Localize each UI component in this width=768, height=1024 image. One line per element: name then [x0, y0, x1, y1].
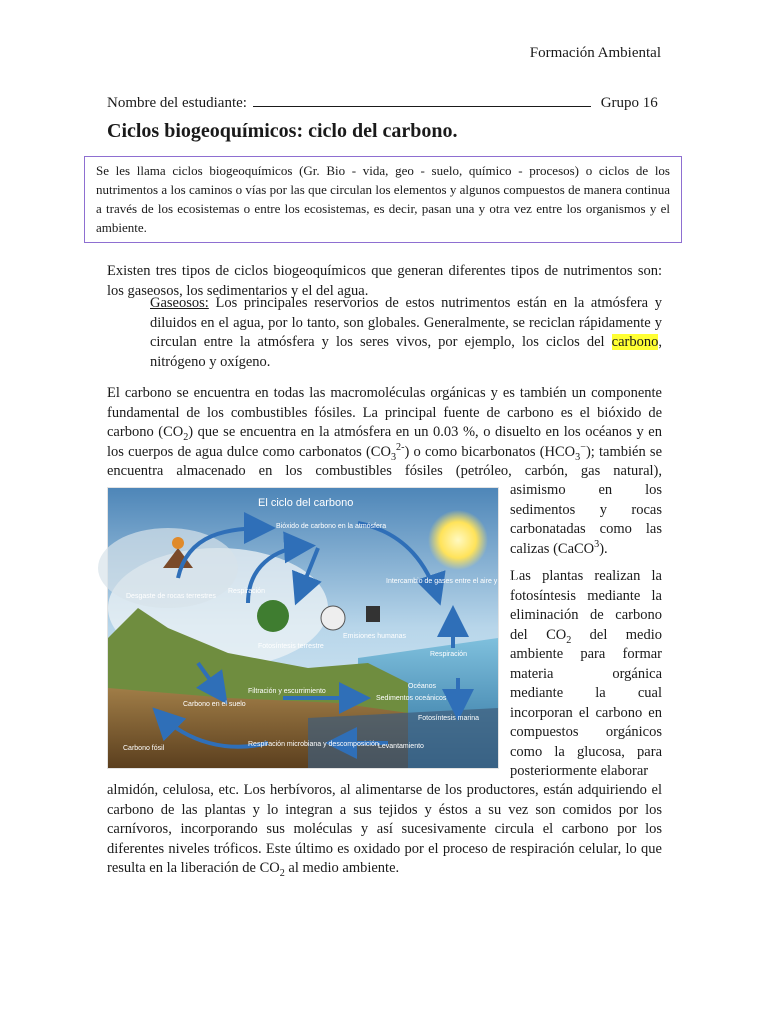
- label-filtration: Filtración y escurrimiento: [248, 688, 326, 695]
- label-exchange: Intercambio de gases entre el aire y el mar: [386, 578, 519, 585]
- right-column-sediments: asimismo en los sedimentos y rocas carbonatadas como las calizas (CaCO$^3$).: [510, 482, 662, 557]
- carbon-cycle-diagram: [108, 488, 519, 768]
- eruption: [172, 537, 184, 549]
- label-decomposition: Respiración microbiana y descomposición: [248, 741, 379, 748]
- page-title: Ciclos biogeoquímicos: ciclo del carbono.: [107, 120, 458, 142]
- label-soil-carbon: Carbono en el suelo: [183, 701, 246, 708]
- label-photosynthesis-marine: Fotosíntesis marina: [418, 715, 480, 722]
- gaseous-text-end: , nitrógeno y oxígeno.: [150, 334, 662, 370]
- definition-box: Se les llama ciclos biogeoquímicos (Gr. Bio - vida, geo - suelo, químico - procesos) o ciclos de los nutrimentos a los caminos o vías por las que circulan los elementos y algunos compuestos de manera continua a través de los ecosistemas o entre los ecosistemas, es decir, pasan una y otra vez entre los organismos y el ambiente.: [84, 156, 682, 243]
- right-column-plants: Las plantas realizan la fotosíntesis mediante la eliminación de carbono del $CO_2$ del medio ambiente para formar materia orgánica mediante la cual incorporan el carbono en compuestos orgánicos como la glucosa, para posteriormente elaborar: [510, 568, 662, 779]
- gaseous-paragraph: [150, 294, 662, 372]
- label-photosynthesis-land: Fotosíntesis terrestre: [258, 643, 324, 650]
- carbon-cycle-figure: [107, 487, 519, 769]
- label-respiration-sea: Respiración: [430, 651, 467, 658]
- intro-paragraph: Existen tres tipos de ciclos biogeoquímicos que generan diferentes tipos de nutrimentos son: los gaseosos, los sedimentarios y el del agua.: [107, 263, 662, 299]
- group-label: Grupo 16: [600, 95, 658, 111]
- label-uplift: Levantamiento: [378, 743, 424, 750]
- carbon-paragraph: El carbono se encuentra en todas las macromoléculas orgánicas y es también un componente fundamental de los combustibles fósiles. La principal fuente de carbono es el bióxido de carbono $(CO_2)$ que se encuentra en la atmósfera en un 0.03 %, o disuelto en los océanos y en los cuerpos de agua dulce como carbonatos $(CO_3^{2-})$ o como bicarbonatos $(HCO_3^-)$; también se encuentra almacenado en los combustibles fósiles (petróleo, carbón, gas natural),: [107, 385, 663, 479]
- label-fossil-carbon: Carbono fósil: [123, 745, 165, 752]
- label-respiration-land: Respiración: [228, 588, 265, 595]
- student-name-line: [107, 92, 658, 112]
- highlighted-carbon: carbono: [611, 334, 659, 350]
- label-oceans: Océanos: [408, 683, 437, 690]
- course-header: Formación Ambiental: [529, 45, 661, 61]
- bird-icon: [321, 606, 345, 630]
- gaseous-term: Gaseosos:: [150, 295, 209, 311]
- factory-icon: [366, 606, 380, 622]
- label-sediments: Sedimentos oceánicos: [376, 695, 447, 702]
- closing-paragraph: almidón, celulosa, etc. Los herbívoros, al alimentarse de los productores, están adquiriendo el carbono de las plantas y lo integran a sus tejidos y éstos a su vez son comidos por los carnívoros, incorporando sus moléculas y así sucesivamente circula el carbono por los diferentes niveles tróficos. Este último es oxidado por el proceso de respiración celular, lo que resulta en la liberación de $CO_2$ al medio ambiente.: [107, 782, 662, 879]
- label-human-emissions: Emisiones humanas: [343, 633, 407, 640]
- gaseous-text: Los principales reservorios de estos nutrimentos están en la atmósfera y diluidos en el agua, por lo tanto, son globales. Generalmente, se reciclan rápidamente y circulan entre la atmósfera y los seres vivos, por ejemplo, los ciclos del: [150, 295, 662, 350]
- student-name-label: Nombre del estudiante:: [107, 95, 247, 111]
- tree-icon: [257, 600, 289, 632]
- label-atmosphere: Bióxido de carbono en la atmósfera: [276, 523, 387, 530]
- student-name-blank: [253, 92, 591, 107]
- label-rock-weathering: Desgaste de rocas terrestres: [126, 593, 216, 600]
- sun-icon: [428, 510, 488, 570]
- figure-title: El ciclo del carbono: [258, 497, 354, 509]
